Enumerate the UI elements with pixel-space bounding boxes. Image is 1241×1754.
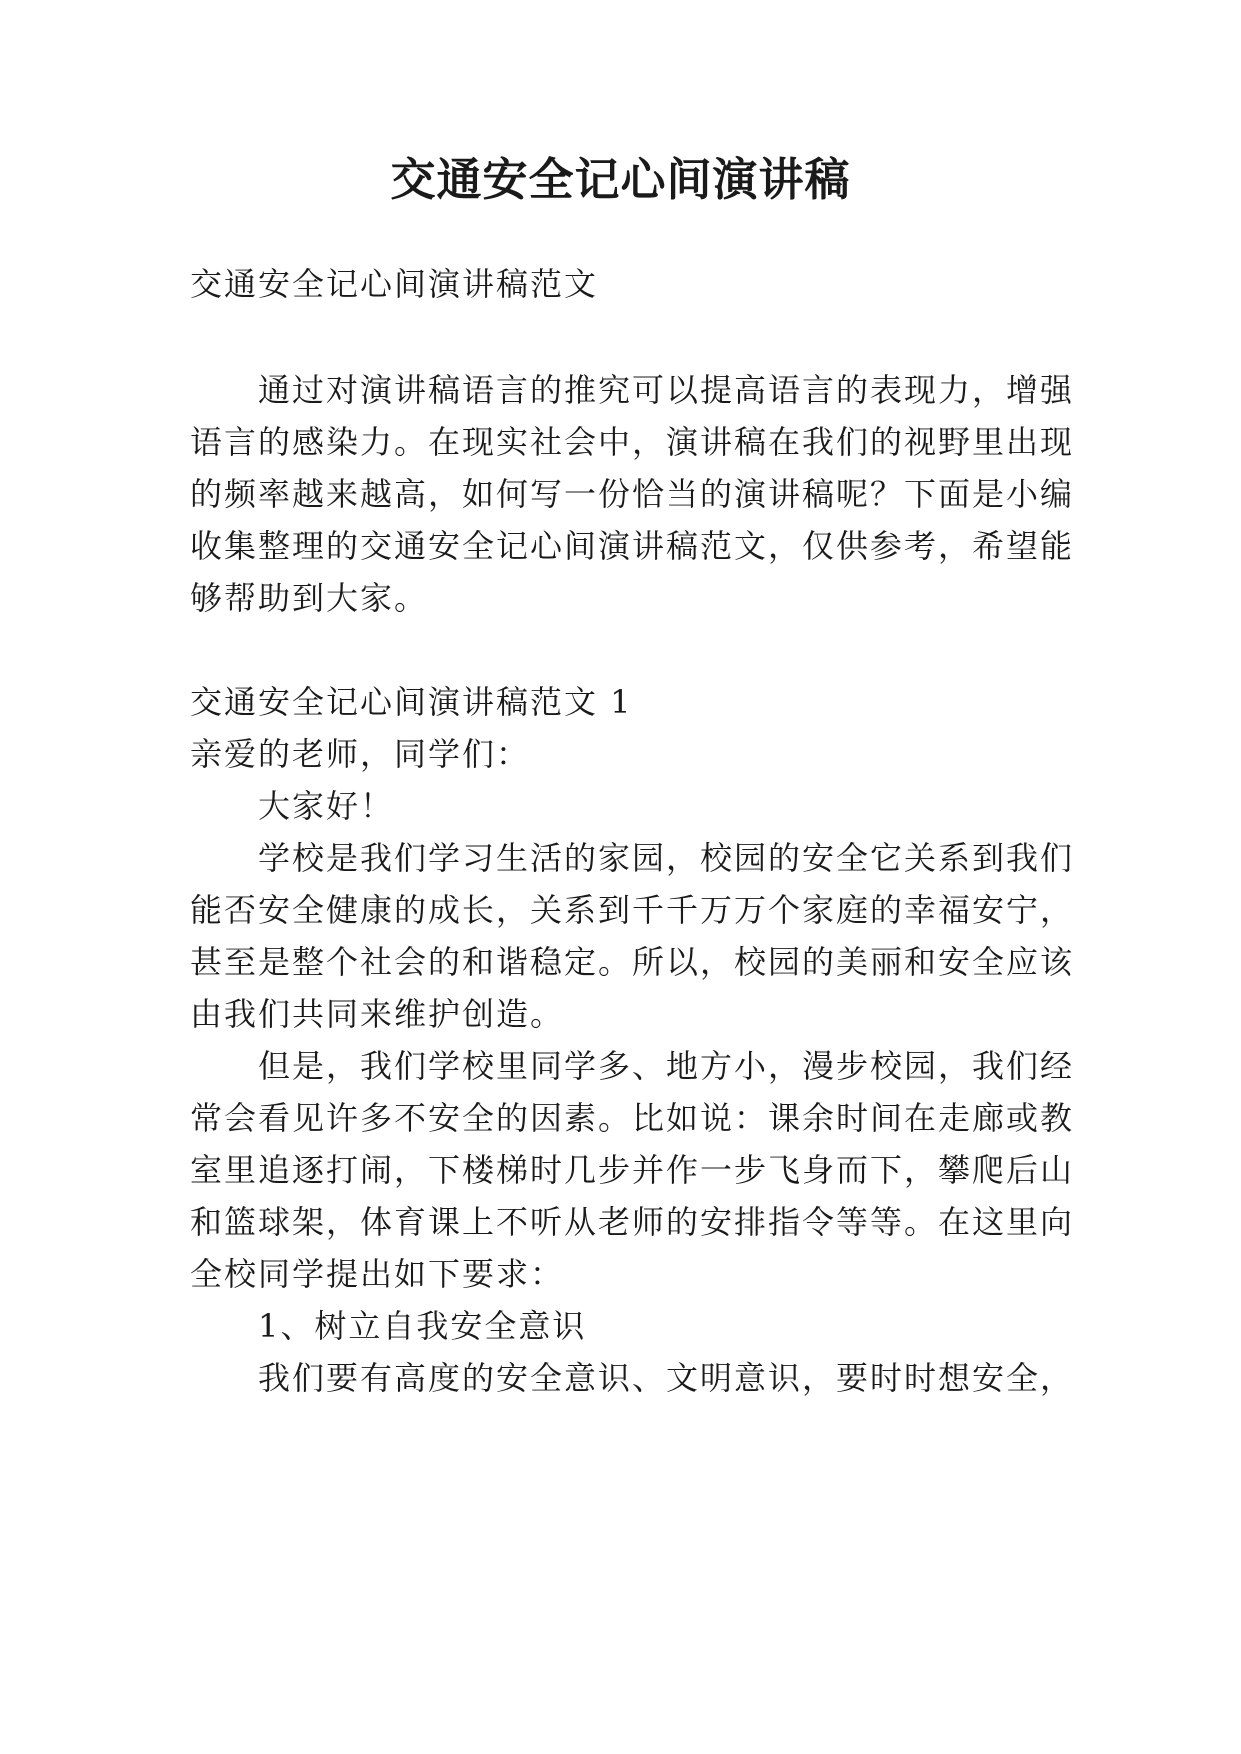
intro-line: 通过对演讲稿语言的推究可以提高语言的表现力，增强 [258,371,1075,409]
greeting: 大家好！ [258,787,395,825]
paragraph-line: 由我们共同来维护创造。 [190,995,565,1033]
paragraph-line: 和篮球架，体育课上不听从老师的安排指令等等。在这里向 [190,1203,1075,1241]
paragraph-line: 能否安全健康的成长，关系到千千万万个家庭的幸福安宁， [190,891,1075,929]
salutation: 亲爱的老师，同学们： [190,735,531,773]
paragraph-line: 室里追逐打闹，下楼梯时几步并作一步飞身而下，攀爬后山 [190,1151,1075,1189]
paragraph-line: 甚至是整个社会的和谐稳定。所以，校园的美丽和安全应该 [190,943,1075,981]
document-subtitle: 交通安全记心间演讲稿范文 [190,265,599,303]
intro-line: 收集整理的交通安全记心间演讲稿范文，仅供参考，希望能 [190,527,1075,565]
document-title: 交通安全记心间演讲稿 [390,153,851,206]
paragraph-line: 我们要有高度的安全意识、文明意识，要时时想安全， [258,1359,1075,1397]
intro-line: 够帮助到大家。 [190,579,429,617]
item-heading: 1、树立自我安全意识 [258,1307,587,1345]
intro-line: 语言的感染力。在现实社会中，演讲稿在我们的视野里出现 [190,423,1075,461]
paragraph-line: 常会看见许多不安全的因素。比如说：课余时间在走廊或教 [190,1099,1075,1137]
intro-line: 的频率越来越高，如何写一份恰当的演讲稿呢？下面是小编 [190,475,1075,513]
section-heading: 交通安全记心间演讲稿范文 1 [190,683,633,721]
paragraph-line: 全校同学提出如下要求： [190,1255,565,1293]
paragraph-line: 学校是我们学习生活的家园，校园的安全它关系到我们 [258,839,1075,877]
paragraph-line: 但是，我们学校里同学多、地方小，漫步校园，我们经 [258,1047,1075,1085]
